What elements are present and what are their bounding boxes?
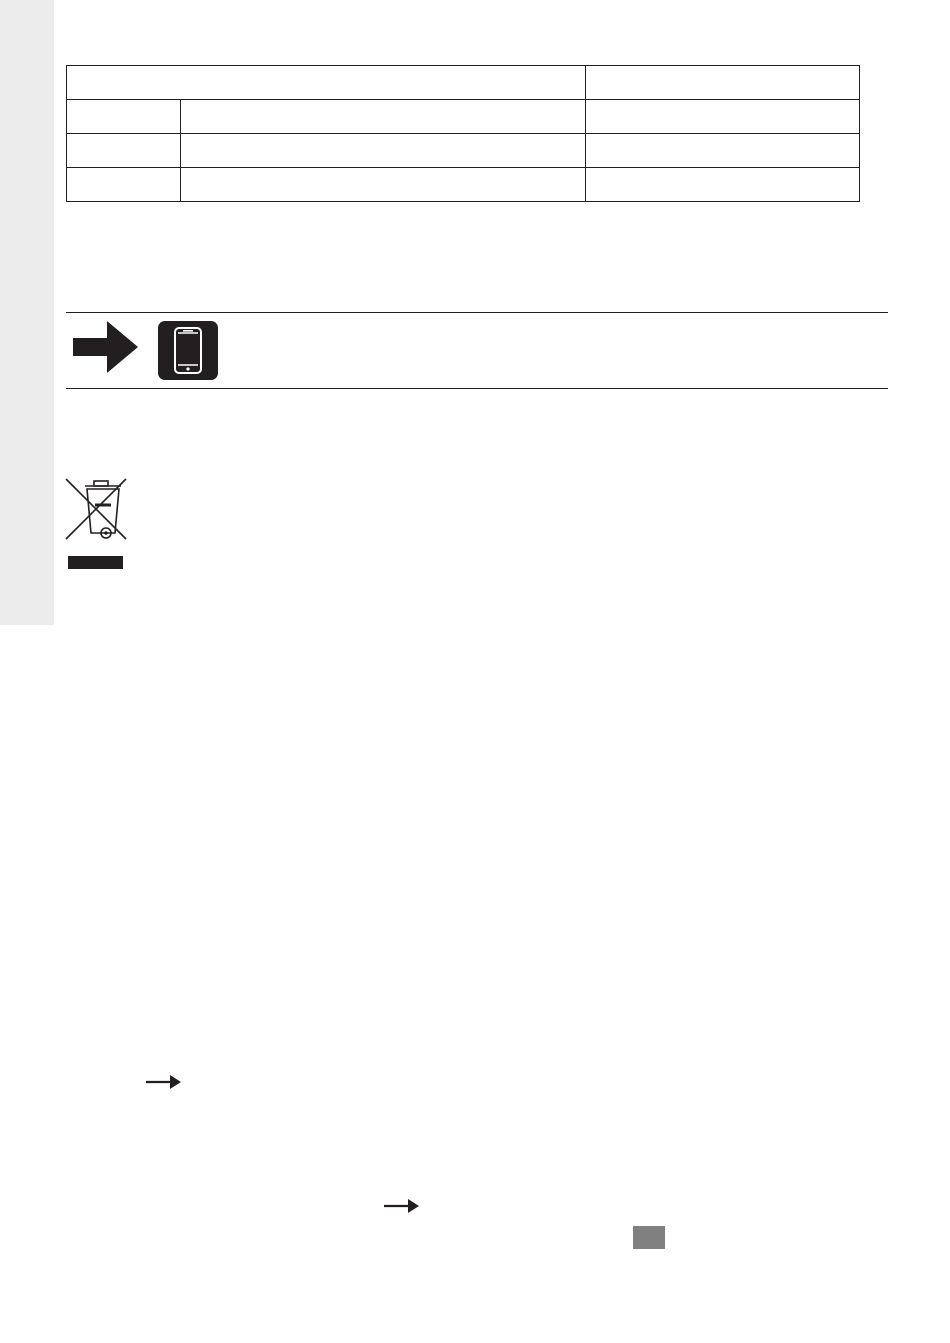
table-row (67, 168, 860, 202)
table-cell (67, 168, 181, 202)
table-cell (181, 100, 586, 134)
arrow-right-icon (73, 321, 138, 373)
table-header-row (67, 66, 860, 100)
side-band (0, 0, 54, 625)
spec-table (66, 65, 860, 202)
table-cell (586, 168, 860, 202)
table-row (67, 100, 860, 134)
table-header-cell (586, 66, 860, 100)
table-cell (67, 134, 181, 168)
arrow-right-icon (146, 1073, 182, 1091)
table-cell (181, 134, 586, 168)
divider-top (66, 312, 888, 313)
table-header-cell (67, 66, 586, 100)
smartphone-icon (158, 321, 218, 380)
arrow-right-icon (384, 1197, 420, 1215)
table-cell (181, 168, 586, 202)
divider-bottom (66, 388, 888, 389)
table-row (67, 134, 860, 168)
table-cell (586, 134, 860, 168)
table-cell (67, 100, 181, 134)
gray-marker-box (633, 1226, 665, 1249)
crossed-out-wheelie-bin-icon (64, 477, 128, 570)
table-cell (586, 100, 860, 134)
